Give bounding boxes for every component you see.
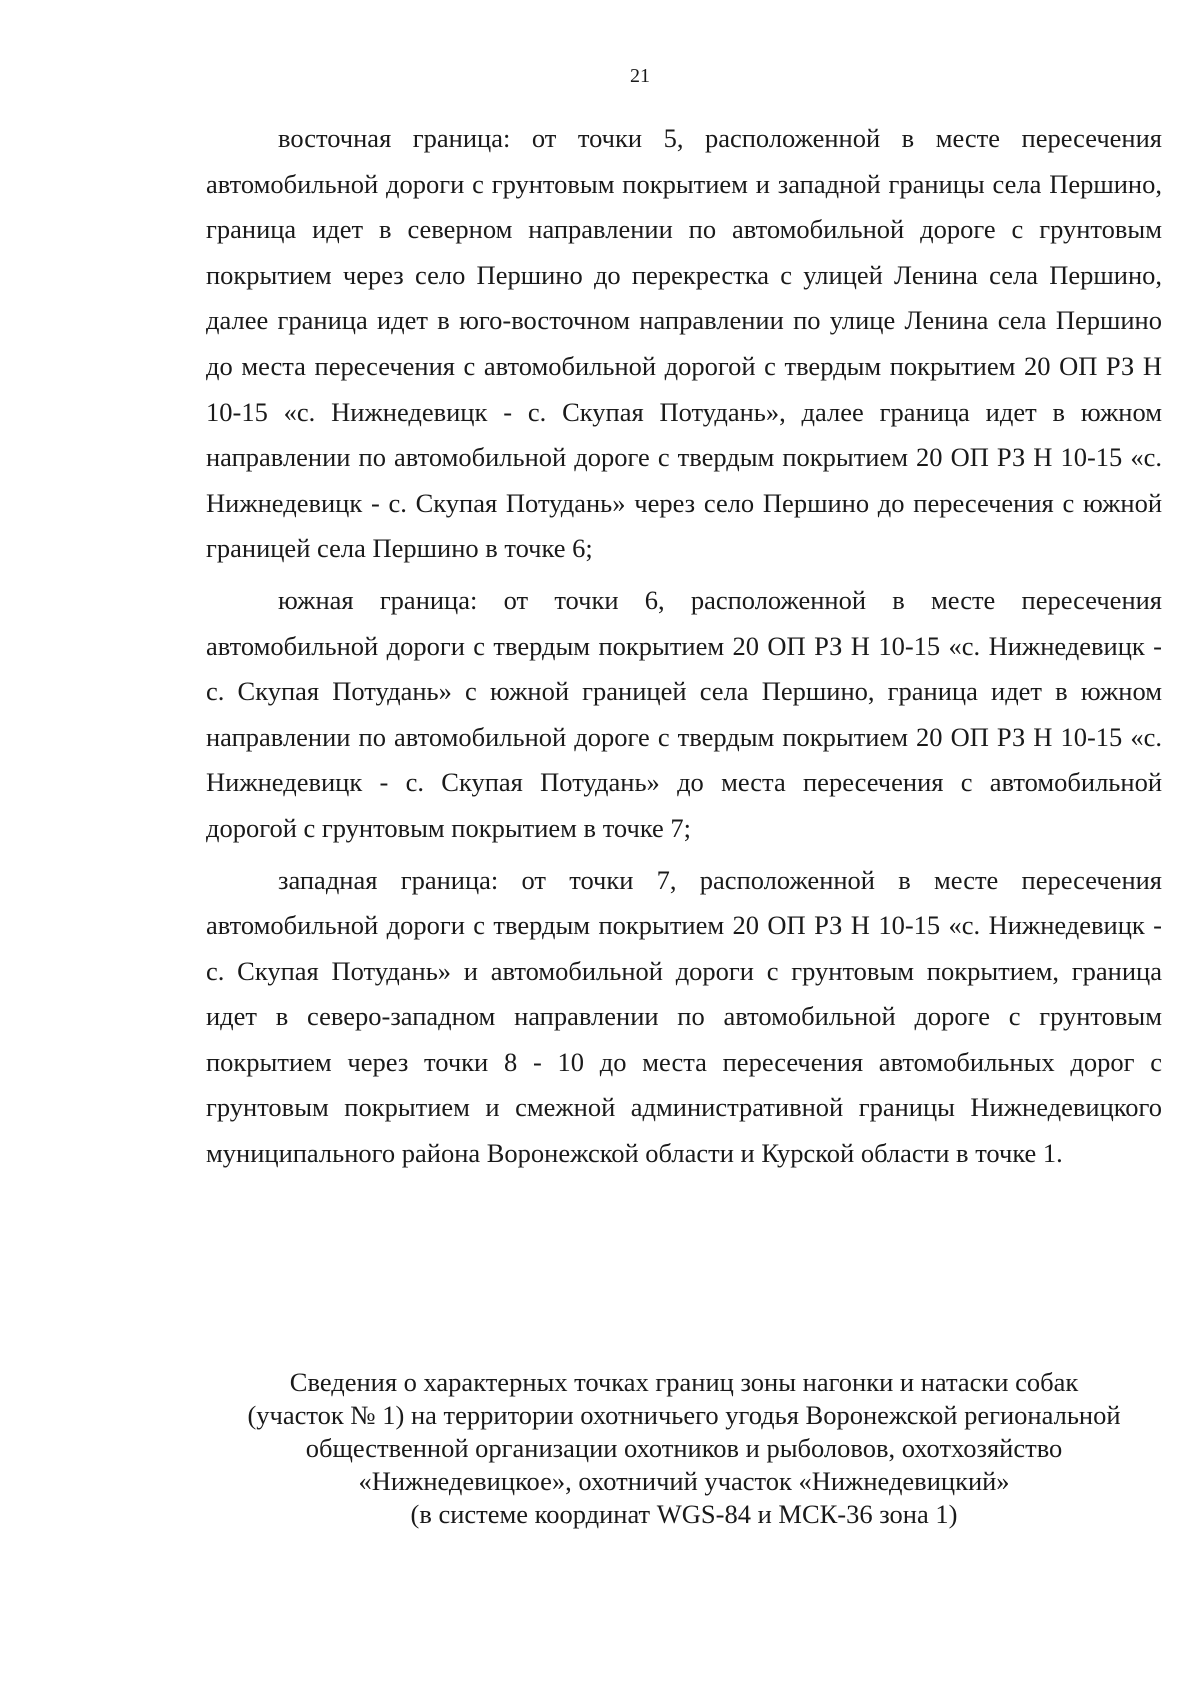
caption-line: (в системе координат WGS-84 и МСК-36 зона 1) (410, 1499, 958, 1529)
paragraph-east-boundary: восточная граница: от точки 5, расположенной в месте пересечения автомобильной дороги с грунтовым покрытием и западной границы села Першино, граница идет в северном направлении по автомобильной дороге с грунтовым покрытием через село Першино до перекрестка с улицей Ленина села Першино, далее граница идет в юго-восточном направлении по улице Ленина села Першино до места пересечения с автомобильной дорогой с твердым покрытием 20 ОП РЗ Н 10-15 «с. Нижнедевицк - с. Скупая Потудань», далее граница идет в южном направлении по автомобильной дороге с твердым покрытием 20 ОП РЗ Н 10-15 «с. Нижнедевицк - с. Скупая Потудань» через село Першино до пересечения с южной границей села Першино в точке 6; (206, 123, 1162, 564)
page-number: 21 (630, 65, 650, 87)
caption-line: (участок № 1) на территории охотничьего угодья Воронежской региональной (247, 1400, 1121, 1430)
paragraph-south-boundary: южная граница: от точки 6, расположенной в месте пересечения автомобильной дороги с твердым покрытием 20 ОП РЗ Н 10-15 «с. Нижнедевицк - с. Скупая Потудань» с южной границей села Першино, граница идет в южном направлении по автомобильной дороге с твердым покрытием 20 ОП РЗ Н 10-15 «с. Нижнедевицк - с. Скупая Потудань» до места пересечения с автомобильной дорогой с грунтовым покрытием в точке 7; (206, 584, 1162, 843)
caption-line: общественной организации охотников и рыболовов, охотхозяйство (305, 1433, 1063, 1463)
document-body (206, 116, 1162, 1183)
caption-line: Сведения о характерных точках границ зоны нагонки и натаски собак (289, 1367, 1079, 1397)
section-caption (206, 1366, 1162, 1531)
caption-line: «Нижнедевицкое», охотничий участок «Нижнедевицкий» (358, 1466, 1010, 1496)
paragraph-west-boundary: западная граница: от точки 7, расположенной в месте пересечения автомобильной дороги с твердым покрытием 20 ОП РЗ Н 10-15 «с. Нижнедевицк - с. Скупая Потудань» и автомобильной дороги с грунтовым покрытием, граница идет в северо-западном направлении по автомобильной дороге с грунтовым покрытием через точки 8 - 10 до места пересечения автомобильных дорог с грунтовым покрытием и смежной административной границы Нижнедевицкого муниципального района Воронежской области и Курской области в точке 1. (206, 864, 1162, 1169)
